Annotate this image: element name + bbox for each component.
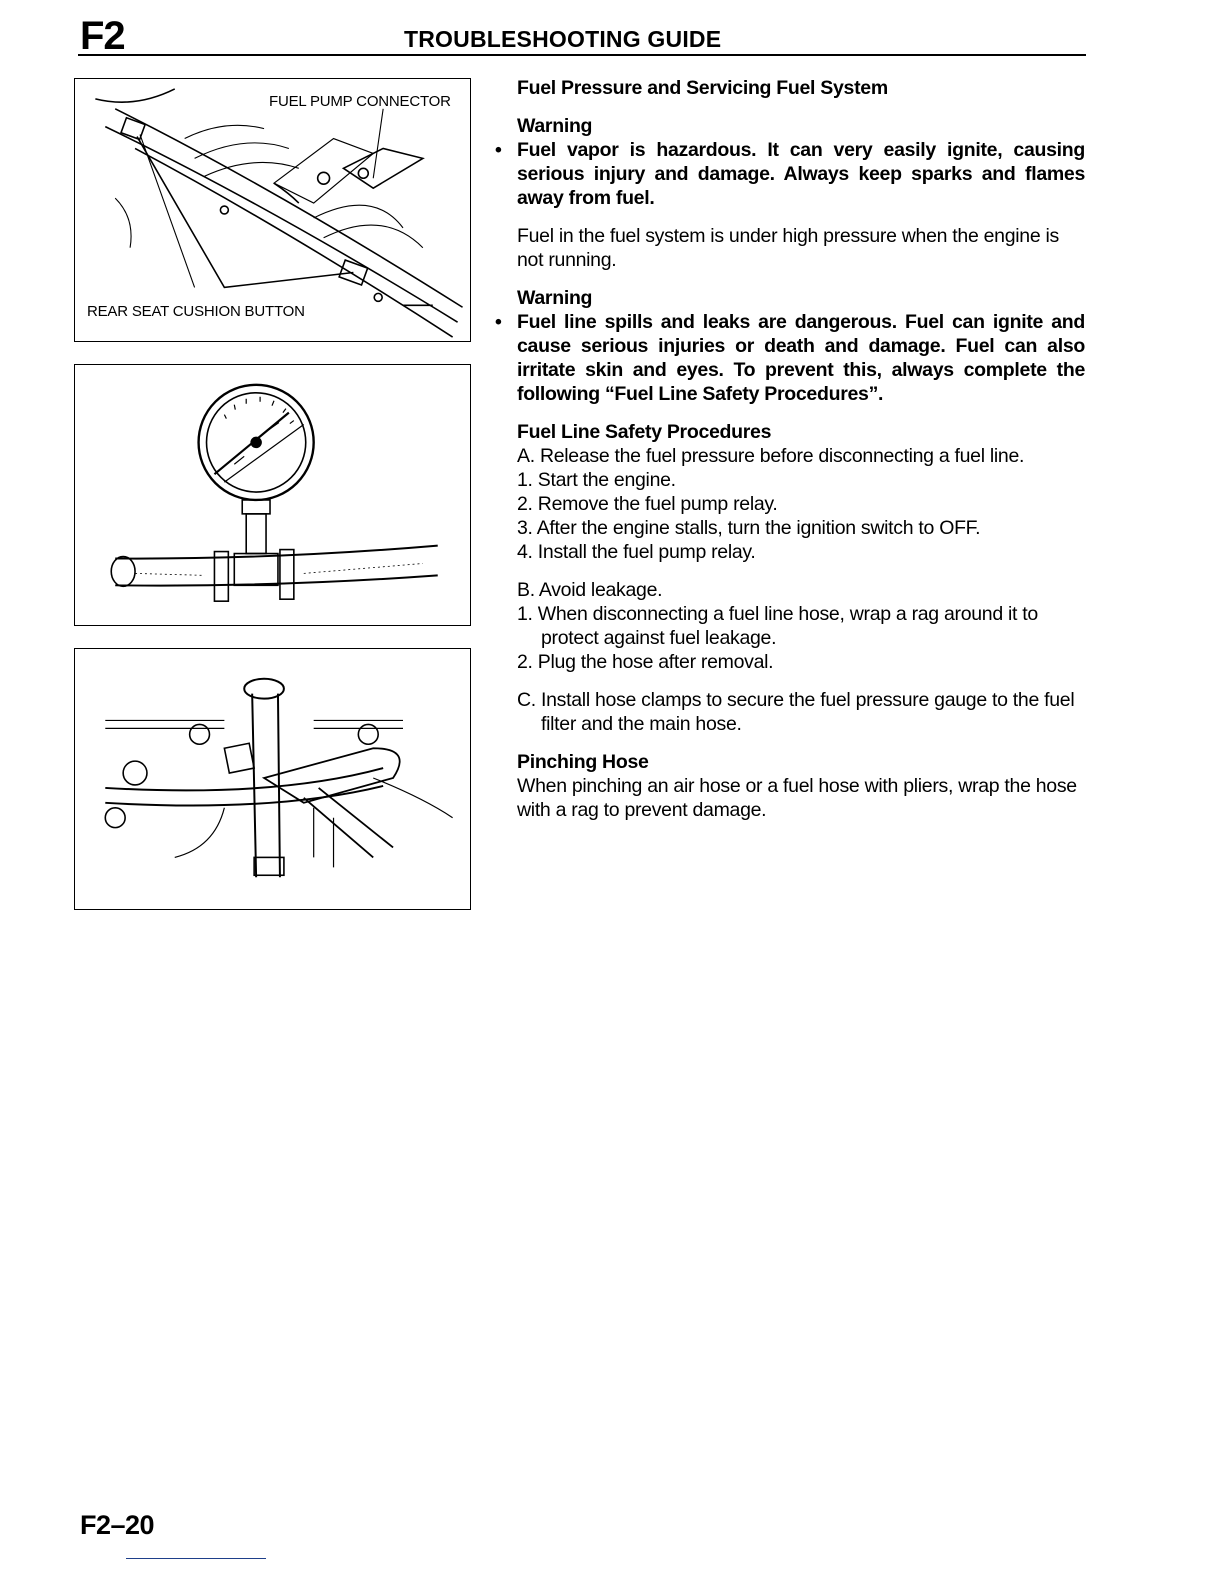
spacer — [517, 674, 1085, 688]
spacer — [517, 564, 1085, 578]
figure-fuel-pressure-gauge — [74, 364, 471, 626]
warning-1-title: Warning — [517, 115, 593, 137]
page-title: TROUBLESHOOTING GUIDE — [404, 26, 722, 52]
warning-1-text — [495, 138, 1085, 210]
instruction-text — [495, 76, 1085, 822]
procedure-b-step-1: 1. When disconnecting a fuel line hose, wrap a rag around it to protect against fuel leakage. — [517, 603, 1038, 649]
spacer — [517, 406, 1085, 420]
pinching-hose-illustration — [75, 649, 470, 909]
warning-1-body: Fuel vapor is hazardous. It can very easily ignite, causing serious injury and damage. Always keep sparks and flames away from fuel. — [517, 139, 1085, 209]
bullet-icon: • — [495, 139, 502, 161]
figure-fuel-pump-connector — [74, 78, 471, 342]
header-divider — [78, 54, 1086, 56]
warning-2-title: Warning — [517, 287, 593, 309]
spacer — [517, 210, 1085, 224]
main-heading: Fuel Pressure and Servicing Fuel System — [517, 77, 888, 99]
pinching-hose-text: When pinching an air hose or a fuel hose with pliers, wrap the hose with a rag to prevent damage. — [517, 775, 1077, 821]
bullet-icon: • — [495, 311, 502, 333]
figure-pinching-hose — [74, 648, 471, 910]
spacer — [517, 736, 1085, 750]
procedure-a-step-1: 1. Start the engine. — [517, 469, 676, 491]
procedure-c: C. Install hose clamps to secure the fuel pressure gauge to the fuel filter and the main hose. — [517, 689, 1075, 735]
footer-divider — [126, 1558, 266, 1559]
spacer — [517, 100, 1085, 114]
section-code: F2 — [80, 14, 125, 58]
procedure-a-step-4: 4. Install the fuel pump relay. — [517, 541, 756, 563]
procedure-b: B. Avoid leakage. — [517, 579, 663, 601]
fuel-pressure-gauge-illustration — [75, 365, 470, 625]
pinching-hose-title: Pinching Hose — [517, 751, 649, 773]
pressure-note: Fuel in the fuel system is under high pressure when the engine is not running. — [517, 225, 1059, 271]
fuel-pump-connector-label: FUEL PUMP CONNECTOR — [269, 93, 451, 110]
procedure-b-step-2: 2. Plug the hose after removal. — [517, 651, 774, 673]
rear-seat-cushion-button-label: REAR SEAT CUSHION BUTTON — [87, 303, 305, 320]
procedure-a-step-2: 2. Remove the fuel pump relay. — [517, 493, 778, 515]
fuel-pump-connector-illustration — [75, 79, 470, 341]
spacer — [517, 272, 1085, 286]
warning-2-body: Fuel line spills and leaks are dangerous. Fuel can ignite and cause serious injuries or death and damage. Fuel can also irritate skin and eyes. To prevent this, always complete the following “Fuel Line Safety Procedures”. — [517, 311, 1085, 405]
procedure-a-step-3: 3. After the engine stalls, turn the ignition switch to OFF. — [517, 517, 981, 539]
procedure-a: A. Release the fuel pressure before disconnecting a fuel line. — [517, 445, 1025, 467]
page-number: F2–20 — [80, 1510, 155, 1540]
warning-2-text — [495, 310, 1085, 406]
procedures-title: Fuel Line Safety Procedures — [517, 421, 772, 443]
